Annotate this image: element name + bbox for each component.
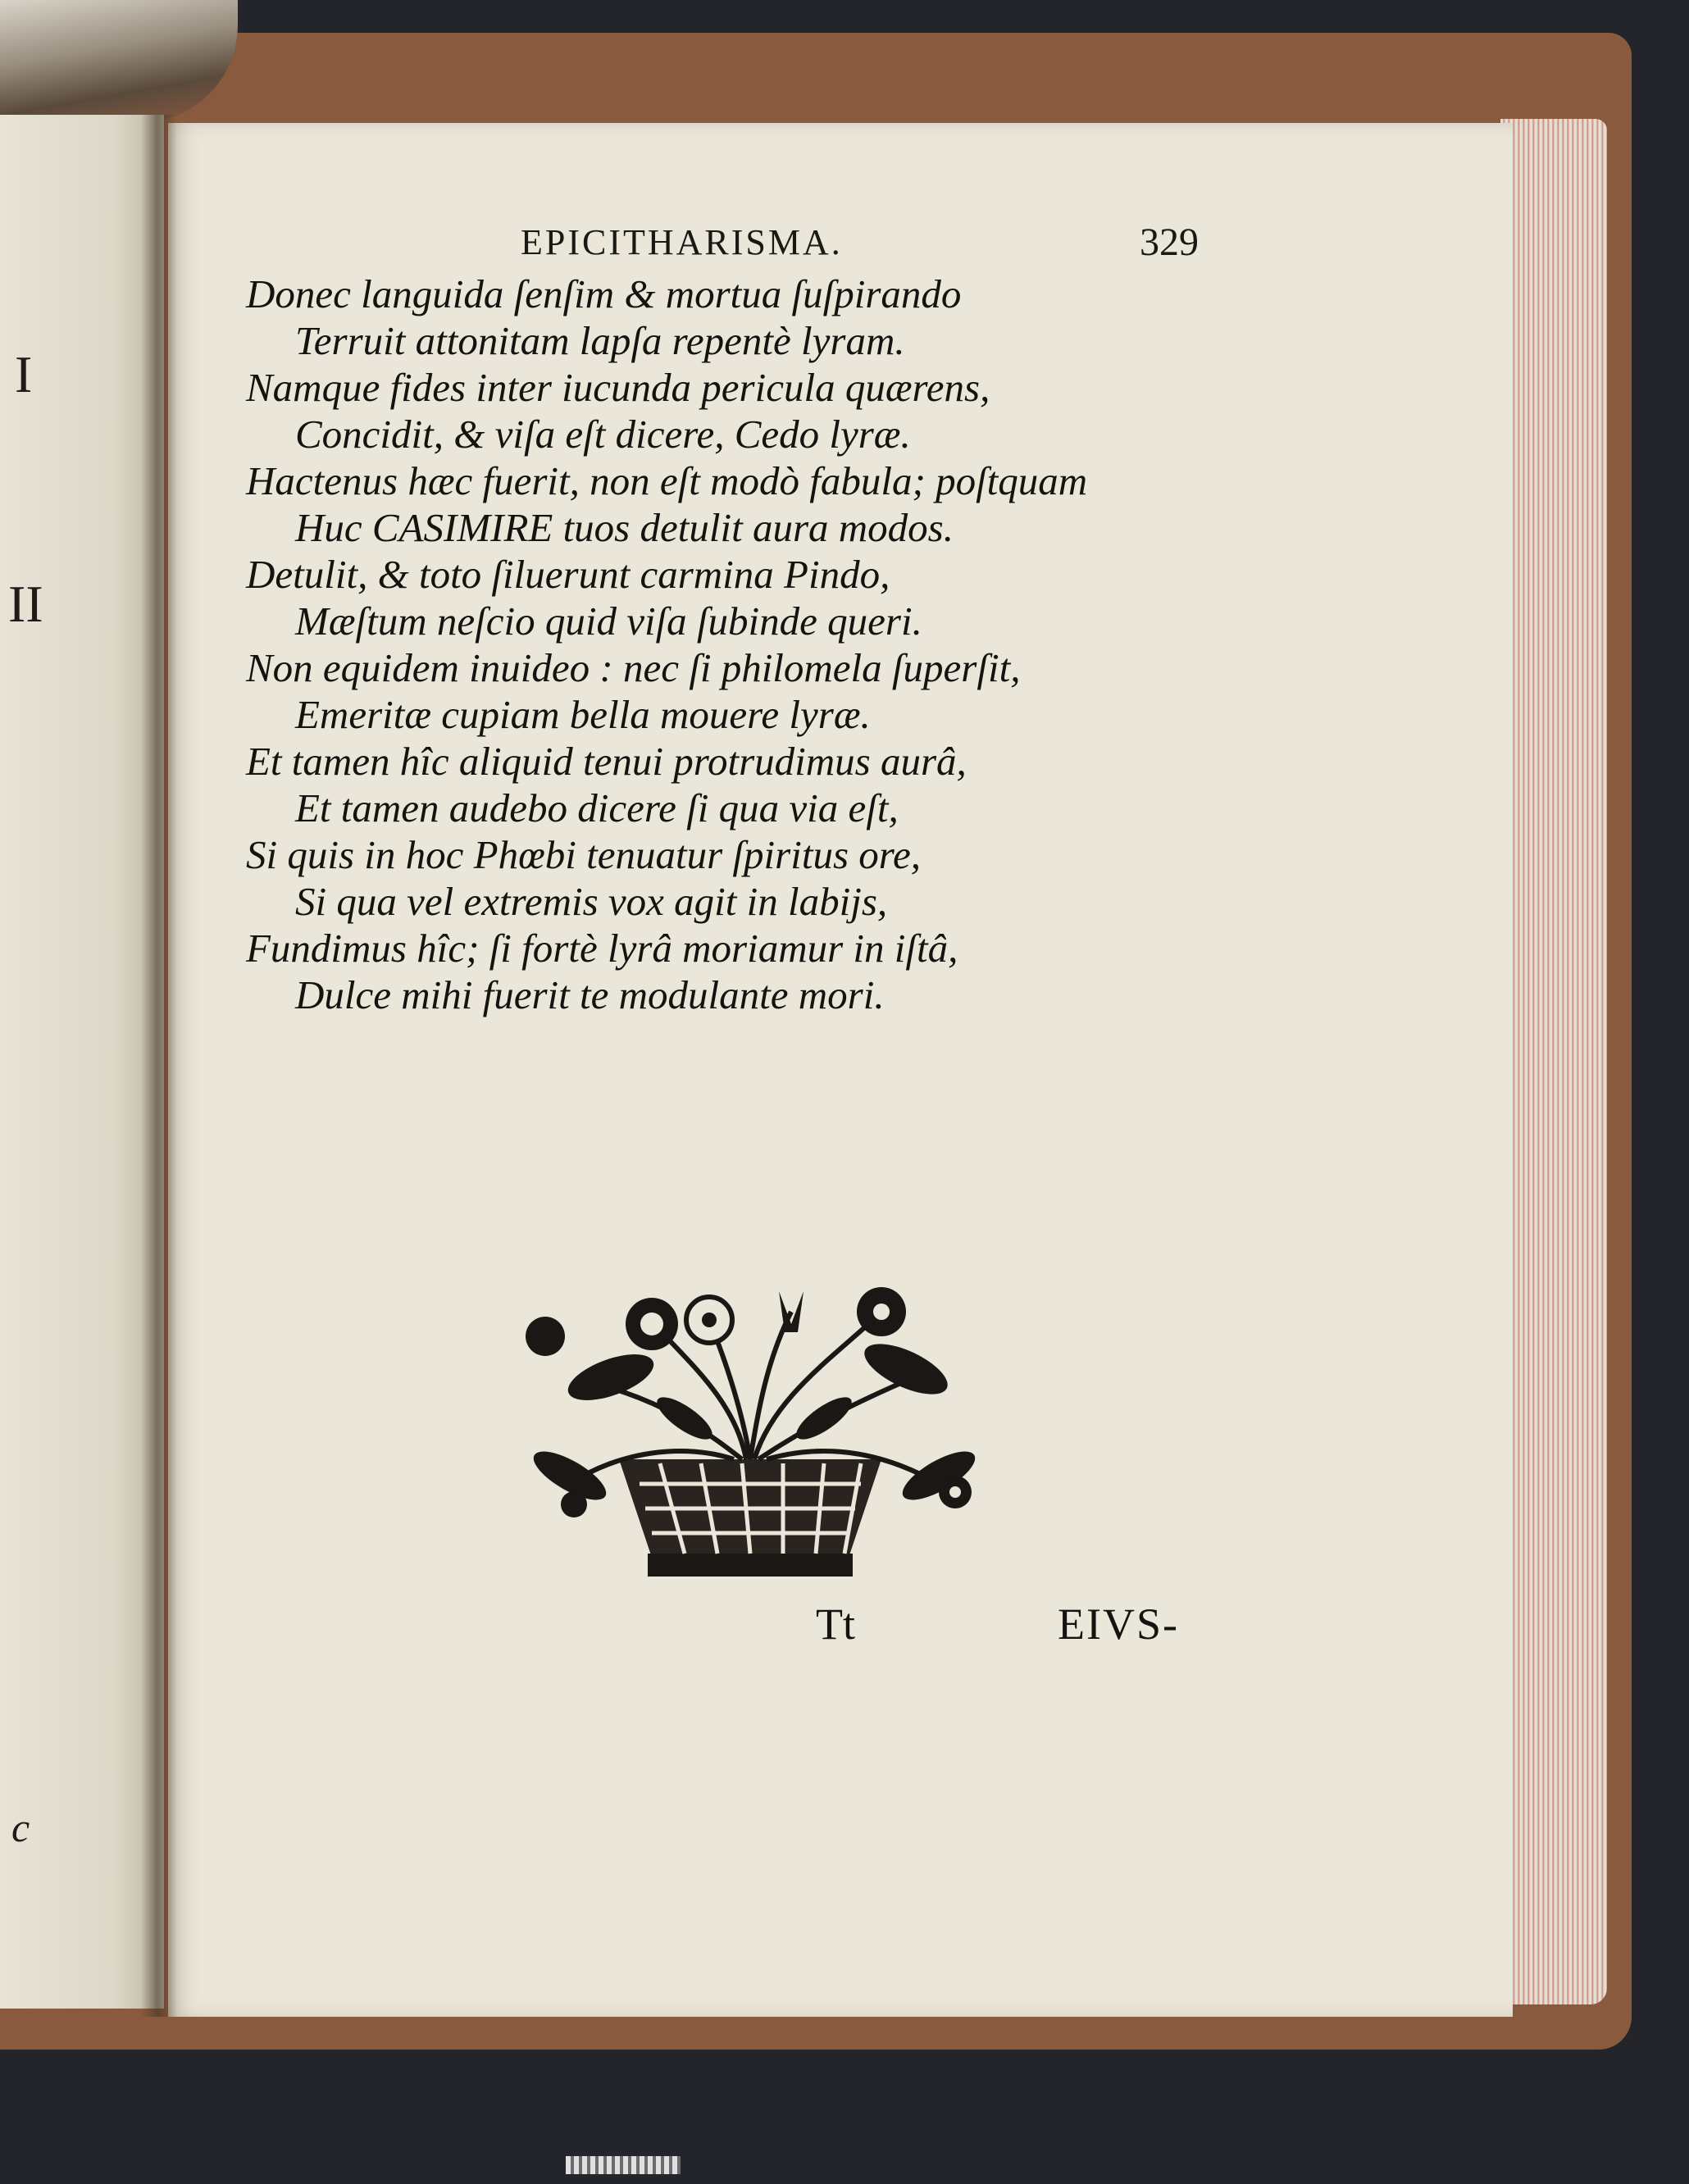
gutter-shadow bbox=[141, 115, 177, 2017]
verse-line: Concidit, & viſa eſt dicere, Cedo lyræ. bbox=[295, 412, 911, 457]
verse-line: Terruit attonitam lapſa repentè lyram. bbox=[295, 318, 905, 363]
verse-line: Dulce mihi fuerit te modulante mori. bbox=[295, 972, 885, 1017]
page-number: 329 bbox=[1140, 221, 1199, 264]
verse-line: Si qua vel extremis vox agit in labijs, bbox=[295, 879, 888, 924]
page-foot bbox=[168, 1599, 1513, 1664]
verse-line: Emeritæ cupiam bella mouere lyræ. bbox=[295, 692, 871, 737]
verse-line: Non equidem inuideo : nec ſi philomela ſuperſit, bbox=[246, 645, 1021, 690]
verse-line: Mæſtum neſcio quid viſa ſubinde queri. bbox=[295, 598, 922, 644]
verse-line: Donec languida ſenſim & mortua ſuſpirando bbox=[246, 271, 962, 316]
flower-basket-ornament bbox=[496, 1287, 1004, 1590]
verse-line: Et tamen audebo dicere ſi qua via eſt, bbox=[295, 785, 899, 830]
verse-line: Huc CASIMIRE tuos detulit aura modos. bbox=[295, 505, 954, 550]
left-edge-letter: c bbox=[11, 1804, 30, 1850]
left-edge-letter: I bbox=[15, 345, 33, 403]
foliage-icon bbox=[570, 1312, 939, 1484]
verse-line: Detulit, & toto ſiluerunt carmina Pindo, bbox=[246, 552, 890, 597]
verse-line: Si quis in hoc Phœbi tenuatur ſpiritus ore, bbox=[246, 832, 922, 877]
basket-icon bbox=[619, 1459, 881, 1577]
verse-line: Namque fides inter iucunda pericula quærens, bbox=[246, 365, 990, 410]
catchword: EIVS- bbox=[1058, 1599, 1179, 1649]
verse-block bbox=[246, 271, 1087, 1018]
left-edge-letter: II bbox=[8, 575, 43, 633]
signature-mark: Tt bbox=[816, 1599, 855, 1649]
verse-line: Fundimus hîc; ſi fortè lyrâ moriamur in iſtâ, bbox=[246, 926, 958, 971]
library-tag bbox=[566, 2156, 681, 2174]
verse-line: Et tamen hîc aliquid tenui protrudimus aurâ, bbox=[246, 739, 967, 784]
right-page bbox=[168, 123, 1513, 2017]
page-edges bbox=[1500, 119, 1607, 2004]
running-head: EPICITHARISMA. bbox=[521, 222, 843, 262]
verse-line: Hactenus hæc fuerit, non eſt modò fabula; poſtquam bbox=[246, 458, 1088, 503]
left-page bbox=[0, 115, 164, 2009]
